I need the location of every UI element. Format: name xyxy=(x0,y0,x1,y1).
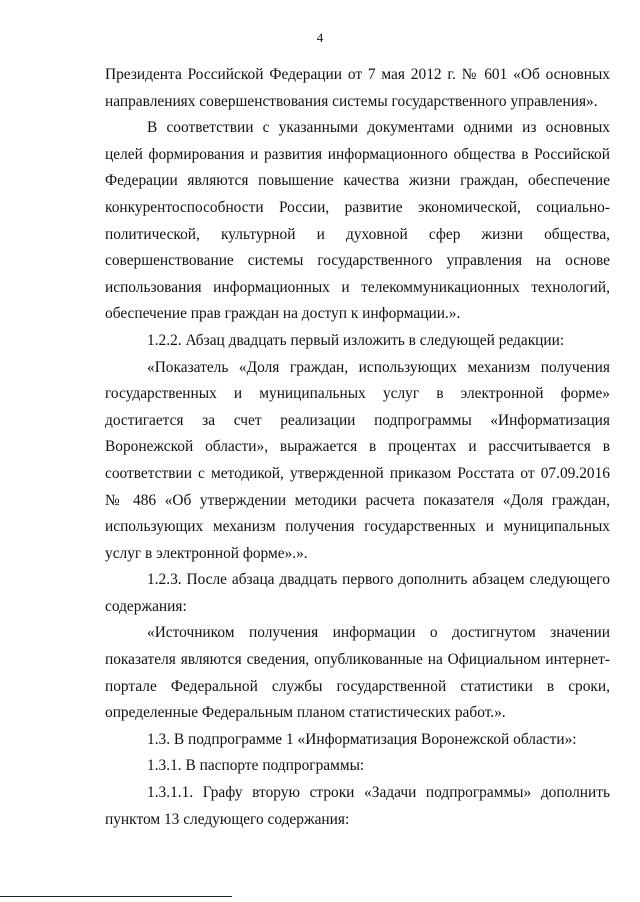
paragraph: 1.3.1.1. Графу вторую строки «Задачи подпрограммы» дополнить пунктом 13 следующего содержания: xyxy=(105,784,610,828)
paragraph: «Показатель «Доля граждан, использующих механизм получения государственных и муниципальных услуг в электронной форме» достигается за счет реализации подпрограммы «Информатизация Воронежской области», выражается в процентах и рассчитывается в соответствии с методикой, утвержденной приказом Росстата от 07.09.2016 № 486 «Об утверждении методики расчета показателя «Доля граждан, использующих механизм получения государственных и муниципальных услуг в электронной форме».». xyxy=(105,358,610,562)
paragraph: Президента Российской Федерации от 7 мая 2012 г. № 601 «Об основных направлениях совершенствования системы государственного управления». xyxy=(105,66,610,110)
footer-divider xyxy=(0,896,232,897)
page-number: 4 xyxy=(316,30,324,45)
paragraph: 1.3. В подпрограмме 1 «Информатизация Воронежской области»: xyxy=(147,730,577,748)
document-body xyxy=(105,62,610,833)
paragraph: В соответствии с указанными документами одними из основных целей формирования и развития информационного общества в Российской Федерации являются повышение качества жизни граждан, обеспечение конкурентоспособности России, развитие экономической, социально-политической, культурной и духовной сфер жизни общества, совершенствование системы государственного управления на основе использования информационных и телекоммуникационных технологий, обеспечение прав граждан на доступ к информации.». xyxy=(105,119,610,323)
paragraph: 1.3.1. В паспорте подпрограммы: xyxy=(147,757,365,775)
paragraph: 1.2.3. После абзаца двадцать первого дополнить абзацем следующего содержания: xyxy=(105,571,610,615)
paragraph: 1.2.2. Абзац двадцать первый изложить в следующей редакции: xyxy=(147,331,565,349)
paragraph: «Источником получения информации о достигнутом значении показателя являются сведения, опубликованные на Официальном интернет-портале Федеральной службы государственной статистики в сроки, определенные Федеральным планом статистических работ.». xyxy=(105,624,610,722)
